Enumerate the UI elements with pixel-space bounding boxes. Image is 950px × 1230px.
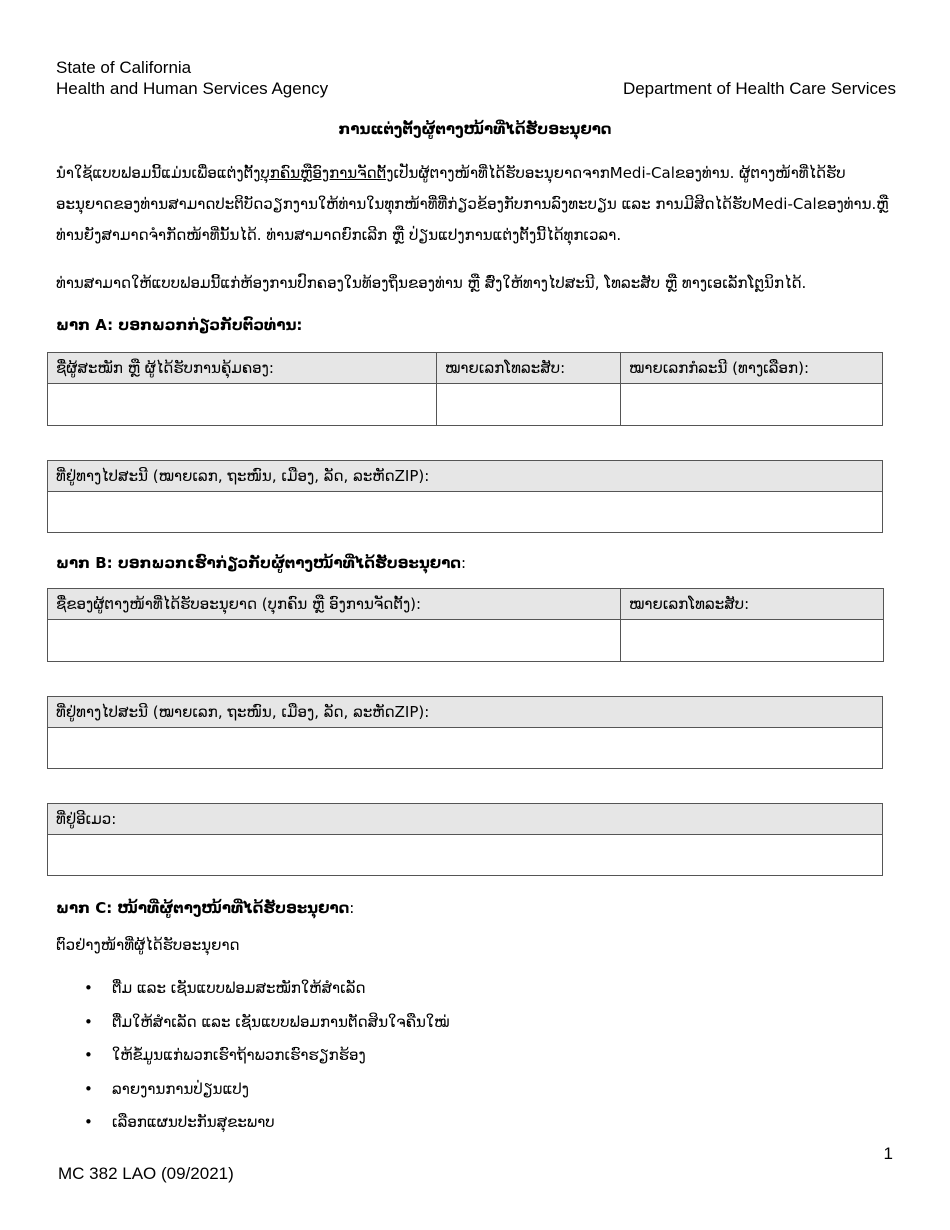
representative-email-label: ທີ່ຢູ່ອີເມວ: — [48, 804, 883, 835]
form-title: ການແຕ່ງຕັ້ງຜູ້ຕາງໜ້າທີ່ໄດ້ຮັບອະນຸຍາດ — [338, 120, 612, 138]
list-item: • ຕື່ມໃຫ້ສຳເລັດ ແລະ ເຊັນແບບຟອມການຕັດສິນໃຈຄືນໃໝ່ — [56, 1006, 450, 1040]
intro-paragraph: ນຳໃຊ້ແບບຟອມນີ້ແມ່ນເພື່ອແຕ່ງຕັ້ງບຸກຄົນຫຼືອົງການຈັດຕັ້ງເປັນຜູ້ຕາງໜ້າທີ່ໄດ້ຮັບອະນຸຍາດຈາກMedi-Calຂອງທ່ານ. ຜູ້ຕາງໜ້າທີ່ໄດ້ຮັບອະນຸຍາດຂອງທ່ານສາມາດປະຕິບັດວຽກງານໃຫ້ທ່ານໃນທຸກໜ້າທີ່ທີ່ກ່ຽວຂ້ອງກັບການລົງທະບຽນ ແລະ ການມີສິດໄດ້ຮັບMedi-Calຂອງທ່ານ.ຫຼື ທ່ານຍັງສາມາດຈຳກັດໜ້າທີ່ນັ້ນໄດ້. ທ່ານສາມາດຍົກເລີກ ຫຼື ປ່ຽນແປງການແຕ່ງຕັ້ງນີ້ໄດ້ທຸກເວລາ. — [56, 164, 889, 244]
applicant-address-field[interactable] — [48, 492, 883, 533]
list-item: • ເລືອກແຜນປະກັນສຸຂະພາບ — [56, 1106, 450, 1140]
applicant-case-number-field[interactable] — [621, 384, 883, 426]
state-name: State of California — [56, 58, 192, 77]
applicant-address-table — [47, 460, 883, 533]
representative-name-field[interactable] — [48, 620, 621, 662]
agency-name: Health and Human Services Agency — [56, 79, 329, 98]
applicant-phone-label: ໝາຍເລກໂທລະສັບ: — [437, 353, 621, 384]
applicant-name-field[interactable] — [48, 384, 437, 426]
representative-phone-field[interactable] — [621, 620, 884, 662]
representative-phone-label: ໝາຍເລກໂທລະສັບ: — [621, 589, 884, 620]
list-item: • ໃຫ້ຂໍ້ມູນແກ່ພວກເຮົາຖ້າພວກເຮົາຮຽກຮ້ອງ — [56, 1039, 450, 1073]
part-a-heading: ພາກ A: ບອກພວກກ່ຽວກັບຕົວທ່ານ: — [56, 316, 303, 334]
part-c-heading: ພາກ C: ໜ້າທີ່ຜູ້ຕາງໜ້າທີ່ໄດ້ຮັບອະນຸຍາດ: — [56, 899, 355, 917]
applicant-case-number-label: ໝາຍເລກກໍລະນີ (ທາງເລືອກ): — [621, 353, 883, 384]
representative-email-table — [47, 803, 883, 876]
representative-address-table — [47, 696, 883, 769]
applicant-phone-field[interactable] — [437, 384, 621, 426]
applicant-address-label: ທີ່ຢູ່ທາງໄປສະນີ (ໝາຍເລກ, ຖະໜົນ, ເມືອງ, ລັດ, ລະຫັດZIP): — [48, 461, 883, 492]
submission-paragraph: ທ່ານສາມາດໃຫ້ແບບຟອມນີ້ແກ່ຫ້ອງການປົກຄອງໃນທ້ອງຖິ່ນຂອງທ່ານ ຫຼື ສົ່ງໃຫ້ທາງໄປສະນີ, ໂທລະສັບ ຫຼື ທາງເອເລັກໂຕຼນິກໄດ້. — [56, 274, 807, 292]
representative-email-field[interactable] — [48, 835, 883, 876]
representative-name-label: ຊື່ຂອງຜູ້ຕາງໜ້າທີ່ໄດ້ຮັບອະນຸຍາດ (ບຸກຄົນ ຫຼື ອົງການຈັດຕັ້ງ): — [48, 589, 621, 620]
form-code: MC 382 LAO (09/2021) — [58, 1164, 234, 1183]
duties-list — [56, 972, 450, 1140]
list-item: • ຕື່ມ ແລະ ເຊັນແບບຟອມສະໝັກໃຫ້ສຳເລັດ — [56, 972, 450, 1006]
applicant-info-table — [47, 352, 883, 426]
part-b-heading: ພາກ B: ບອກພວກເຮົາກ່ຽວກັບຜູ້ຕາງໜ້າທີ່ໄດ້ຮັບອະນຸຍາດ: — [56, 554, 467, 572]
representative-info-table — [47, 588, 884, 662]
representative-address-field[interactable] — [48, 728, 883, 769]
duties-intro: ຕົວຢ່າງໜ້າທີ່ຜູ້ໄດ້ຮັບອະນຸຍາດ — [56, 936, 240, 954]
list-item: • ລາຍງານການປ່ຽນແປງ — [56, 1073, 450, 1107]
page-number: 1 — [883, 1144, 893, 1163]
applicant-name-label: ຊື່ຜູ້ສະໝັກ ຫຼື ຜູ້ໄດ້ຮັບການຄຸ້ມຄອງ: — [48, 353, 437, 384]
department-name: Department of Health Care Services — [622, 79, 896, 98]
representative-address-label: ທີ່ຢູ່ທາງໄປສະນີ (ໝາຍເລກ, ຖະໜົນ, ເມືອງ, ລັດ, ລະຫັດZIP): — [48, 697, 883, 728]
